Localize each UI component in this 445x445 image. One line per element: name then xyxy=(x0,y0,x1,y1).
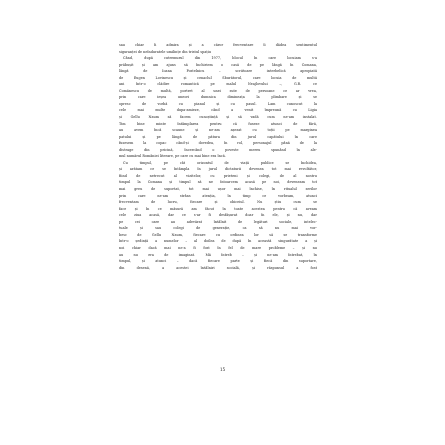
text-line: prin care ieșea uneori dumnica dimineața la plimbare și se xyxy=(119,95,317,100)
body-text xyxy=(119,42,317,271)
text-line: timpul la Comana și timpul să ne întoarcem acasă pe noi, deveneam tot xyxy=(119,180,317,185)
text-line: cele ziua acasă, dar ce s-ar fi desfășurat doar în ele, și nu, dar xyxy=(119,213,317,218)
text-line: sau chiar îi admira și a căror frecventare îi dădea sentimentul xyxy=(119,43,317,47)
text-line: besc de Gellu Naum, fiecare cu ordinea lor să se transforme xyxy=(119,232,317,237)
text-line: au nu era de imaginat. Mă întreb – și ne-am întrebat, în xyxy=(119,252,317,257)
text-line: lângă de Ioana Postelnicu – scriitoare interbelică apropiată xyxy=(119,69,317,74)
text-line: din desenă, a acestei întâlniri socială, și răspunsul a fost xyxy=(119,265,317,270)
text-line: au avem încă scaune și ne-am așezat cu toții pe marginea xyxy=(119,128,317,133)
text-line: cele mai multe dupa-amieze, când a venit împreună cu Ligia xyxy=(119,108,317,113)
text-line: ani într-o clădire romantică pe malul Neajlovului –, G.R. ce xyxy=(119,82,317,87)
text-line: într-o ședință a numelor – al doilea de după în această singurătate a și xyxy=(119,239,317,244)
text-line: face și în ce măsură am făcut în toate acestea pentru că aveam xyxy=(119,206,317,211)
text-line: și Gellu Naum să facem cunoștință și să vadă cum ne-am instalat. xyxy=(119,115,317,120)
page-number: 15 xyxy=(219,367,226,372)
text-line: siguranței de neînduratele umilințe din tristul spațiu xyxy=(119,49,212,54)
text-line: distrage din pricină, încercând o poveste mereu spunând în ale- xyxy=(119,147,317,152)
text-line: mai greu de suportat, tot mai ușor mai închise, în ritualul serilor xyxy=(119,187,317,192)
text-line: prin care ne-am strâns atenția, în timp ce vorbeam, atunci xyxy=(119,193,317,198)
text-line: fusesem la copac când-și dovedea, în rol, personajul până de la xyxy=(119,141,317,146)
text-line: pe cei care au adevărat întâlnit de legături sociale, intelec- xyxy=(119,219,317,224)
text-line: noi chiar dacă mai ne-a fi fost în fel de mare probleme – și nu xyxy=(119,245,317,250)
text-line: Comănescu de multă, portret al unei sute de persoane ce ar vrea, xyxy=(119,88,317,93)
text-line: frecventam de lucru, fiecare și obiceiul. Nu știu cum se xyxy=(119,200,317,205)
text-line: și arătam ce se întâmpla în jurul dictaturii devenea tot mai revoltător, xyxy=(119,167,317,172)
text-line: fiind de netrecut al vizitelor, cu prieteni și colegi, de al nostru xyxy=(119,173,317,178)
text-line: timpul, și atunci – dacă fiecare parte și fiecă din suportare, xyxy=(119,259,317,264)
text-line: opresc de vorbă cu pianul și cu pasul. Lam cunoscut la xyxy=(119,101,317,106)
text-line: de Eugen Lovinescu și cenaclul Sburătorul, care locuia de multă xyxy=(119,75,317,80)
text-line: Când, după cutremurul din 1977, blocul în care locuiam s-a xyxy=(123,56,317,61)
text-line: prăbușit și am ajuns să închiriem o casă de pe lângă în Comana, xyxy=(119,62,317,67)
text-line: Cu timpul, pe cât orizontul de viață publice se închidea, xyxy=(123,160,317,165)
text-line: tuale și sau colegi de generație, ca să nu mai vor- xyxy=(119,226,317,231)
text-line: Tim bine minte întâmplarea pentru că fusese atunci de fără, xyxy=(119,121,317,126)
text-line: mul numărul României literare, pe care cu mai bine era încă. xyxy=(119,154,226,159)
text-line: patului și pe lângă de pătura din jurul capătului în care xyxy=(119,134,317,139)
